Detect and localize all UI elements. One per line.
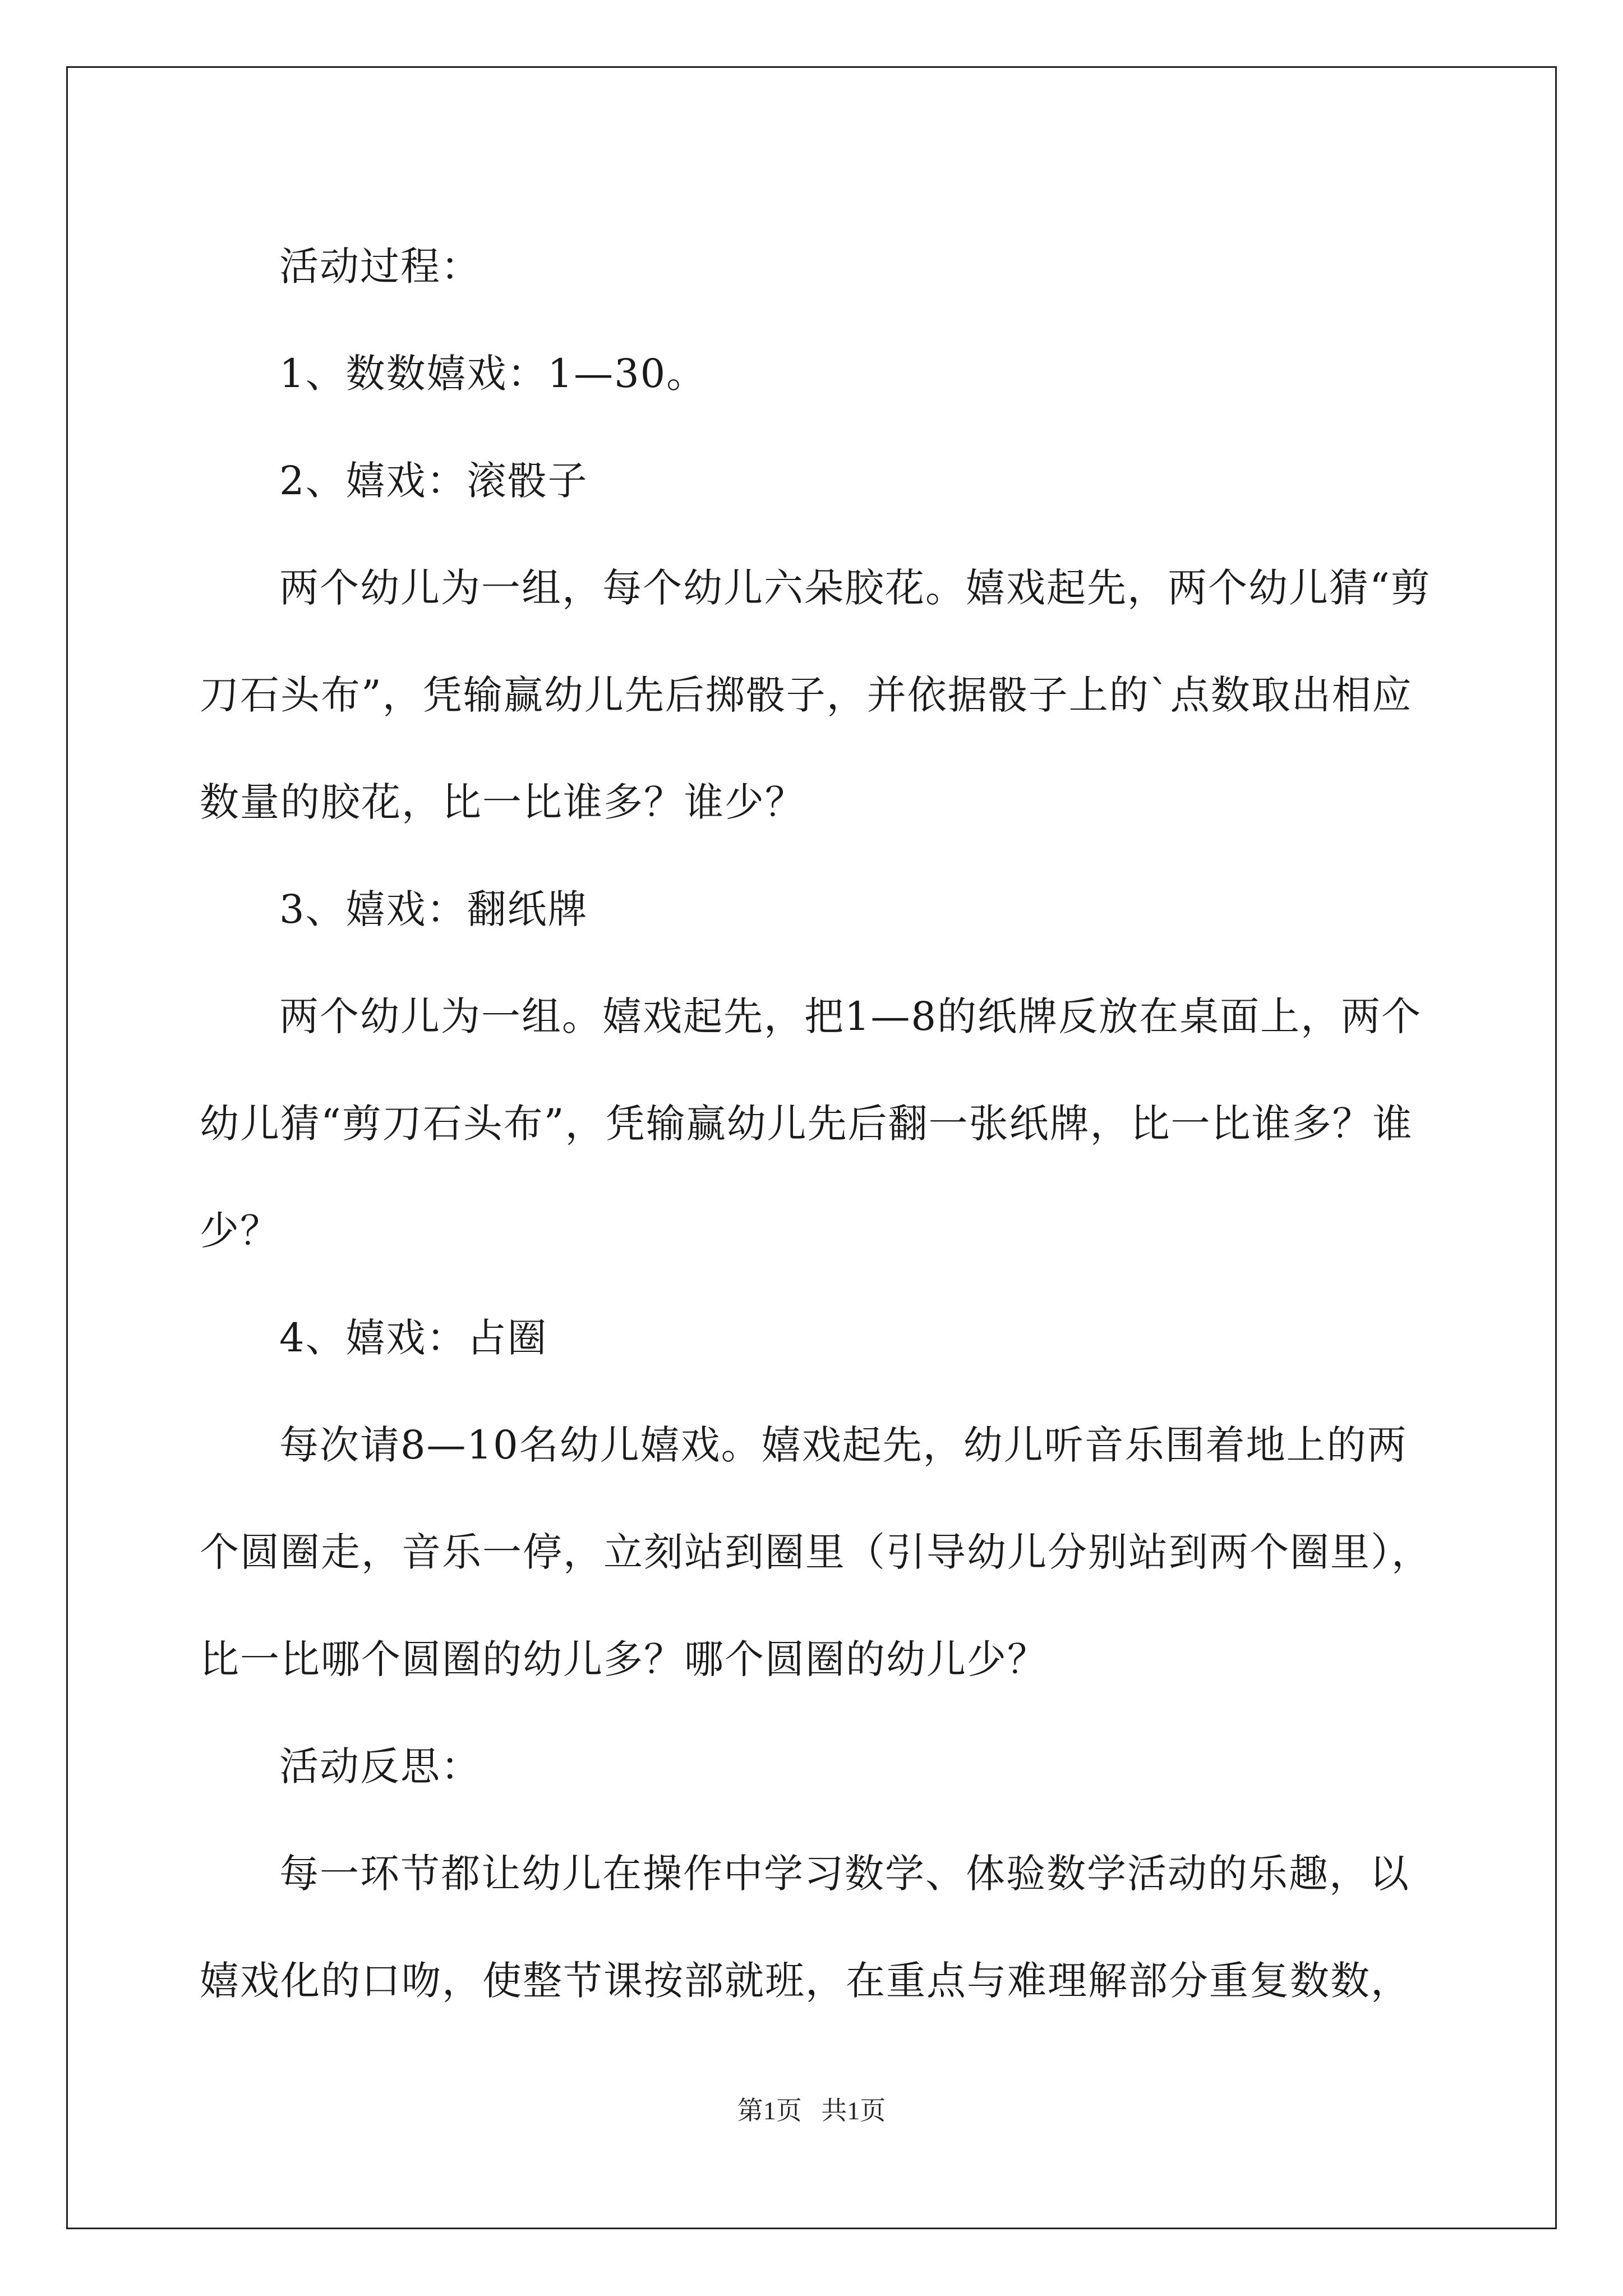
step-1-heading: 1、数数嬉戏：1—30。 <box>279 351 707 397</box>
section-heading-activity-process: 活动过程： <box>279 243 481 289</box>
step-3-heading: 3、嬉戏：翻纸牌 <box>279 886 588 932</box>
page-footer <box>0 2090 1623 2127</box>
step-2-heading: 2、嬉戏：滚骰子 <box>279 458 588 504</box>
document-body <box>200 213 1445 2035</box>
step-2-description: 两个幼儿为一组，每个幼儿六朵胶花。嬉戏起先，两个幼儿猜“剪刀石头布”，凭输赢幼儿先后掷骰子，并依据骰子上的`点数取出相应数量的胶花，比一比谁多？谁少？ <box>200 565 1431 825</box>
section-heading-reflection: 活动反思： <box>279 1743 481 1789</box>
step-3-description: 两个幼儿为一组。嬉戏起先，把1—8的纸牌反放在桌面上，两个幼儿猜“剪刀石头布”，凭输赢幼儿先后翻一张纸牌，比一比谁多？谁少？ <box>200 993 1422 1254</box>
page-total: 共1页 <box>821 2096 886 2125</box>
reflection-text: 每一环节都让幼儿在操作中学习数学、体验数学活动的乐趣，以嬉戏化的口吻，使整节课按部就班，在重点与难理解部分重复数数， <box>200 1851 1411 2004</box>
step-4-description: 每次请8—10名幼儿嬉戏。嬉戏起先，幼儿听音乐围着地上的两个圆圈走，音乐一停，立刻站到圈里（引导幼儿分别站到两个圈里），比一比哪个圆圈的幼儿多？哪个圆圈的幼儿少？ <box>200 1422 1432 1682</box>
step-4-heading: 4、嬉戏：占圈 <box>279 1315 548 1361</box>
page-number: 第1页 <box>737 2096 802 2125</box>
